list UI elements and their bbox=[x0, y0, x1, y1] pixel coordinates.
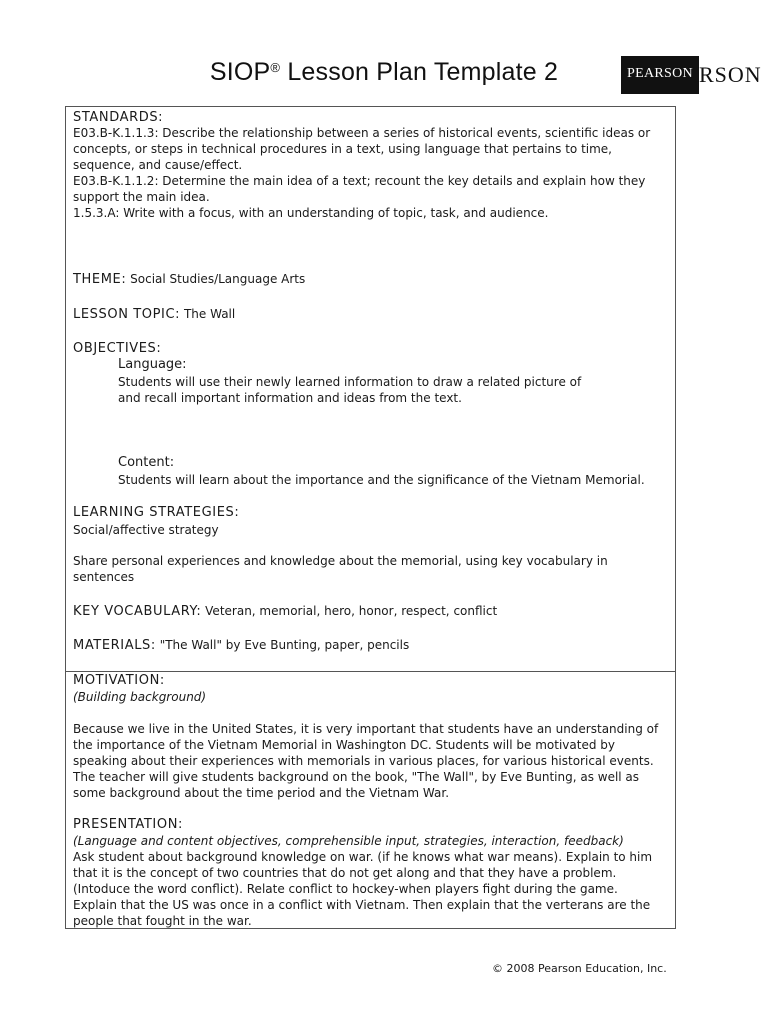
standards-line: support the main idea. bbox=[73, 190, 210, 204]
objectives-heading: OBJECTIVES: bbox=[73, 341, 162, 356]
materials-label: MATERIALS: bbox=[73, 638, 156, 653]
standards-line: sequence, and cause/effect. bbox=[73, 158, 243, 172]
learning-strategies-line: Share personal experiences and knowledge about the memorial, using key vocabulary in bbox=[73, 554, 608, 568]
standards-line: 1.5.3.A: Write with a focus, with an understanding of topic, task, and audience. bbox=[73, 206, 549, 220]
learning-strategies-line: sentences bbox=[73, 570, 135, 584]
standards-line: E03.B-K.1.1.3: Describe the relationship between a series of historical events, scientific ideas or bbox=[73, 126, 651, 140]
materials-row bbox=[73, 637, 409, 654]
language-objective-line: and recall important information and ideas from the text. bbox=[118, 391, 462, 405]
motivation-line: the importance of the Vietnam Memorial in Washington DC. Students will be motivated by bbox=[73, 738, 615, 752]
presentation-line: Explain that the US was once in a conflict with Vietnam. Then explain that the verterans are the bbox=[73, 898, 651, 912]
presentation-heading: PRESENTATION: bbox=[73, 817, 184, 832]
presentation-line: people that fought in the war. bbox=[73, 914, 252, 928]
presentation-subheading: (Language and content objectives, comprehensible input, strategies, interaction, feedback) bbox=[73, 834, 624, 848]
content-objective-line: Students will learn about the importance and the significance of the Vietnam Memorial. bbox=[118, 473, 645, 487]
key-vocabulary-value: Veteran, memorial, hero, honor, respect, conflict bbox=[201, 604, 498, 618]
presentation-line: that it is the concept of two countries that do not get along and that they have a problem. bbox=[73, 866, 617, 880]
motivation-subheading: (Building background) bbox=[73, 690, 207, 704]
logo-ghost-text: RSON bbox=[699, 60, 768, 90]
lesson-topic-label: LESSON TOPIC: bbox=[73, 307, 181, 322]
language-objective-line: Students will use their newly learned information to draw a related picture of bbox=[118, 375, 582, 389]
key-vocabulary-label: KEY VOCABULARY: bbox=[73, 604, 202, 619]
logo-box bbox=[621, 56, 699, 94]
motivation-heading: MOTIVATION: bbox=[73, 673, 165, 688]
content-label: Content: bbox=[118, 455, 175, 470]
lesson-plan-section-top bbox=[65, 106, 676, 672]
motivation-line: speaking about their experiences with memorials in various places, for various historical events. bbox=[73, 754, 654, 768]
lesson-plan-section-bottom bbox=[65, 671, 676, 929]
title-main: SIOP bbox=[209, 58, 271, 86]
presentation-line: Ask student about background knowledge on war. (if he knows what war means). Explain to him bbox=[73, 850, 653, 864]
motivation-line: The teacher will give students background on the book, "The Wall", by Eve Bunting, as well as bbox=[73, 770, 640, 784]
theme-label: THEME: bbox=[73, 272, 127, 287]
motivation-line: some background about the time period and the Vietnam War. bbox=[73, 786, 450, 800]
standards-line: concepts, or steps in technical procedures in a text, using language that pertains to time, bbox=[73, 142, 612, 156]
motivation-line: Because we live in the United States, it is very important that students have an understanding of bbox=[73, 722, 659, 736]
logo-text: PEARSON bbox=[627, 66, 693, 81]
theme-value: Social Studies/Language Arts bbox=[126, 272, 306, 286]
learning-strategies-line: Social/affective strategy bbox=[73, 523, 219, 537]
lesson-topic-value: The Wall bbox=[180, 307, 236, 321]
presentation-line: (Intoduce the word conflict). Relate conflict to hockey-when players fight during the game. bbox=[73, 882, 618, 896]
title-rest: Lesson Plan Template 2 bbox=[280, 58, 559, 86]
theme-row bbox=[73, 271, 305, 288]
copyright-footer: © 2008 Pearson Education, Inc. bbox=[492, 962, 667, 975]
standards-heading: STANDARDS: bbox=[73, 110, 164, 125]
standards-line: E03.B-K.1.1.2: Determine the main idea of a text; recount the key details and explain how they bbox=[73, 174, 646, 188]
pearson-logo bbox=[621, 56, 768, 94]
language-label: Language: bbox=[118, 357, 187, 372]
lesson-topic-row bbox=[73, 306, 235, 323]
registered-mark: ® bbox=[270, 60, 281, 75]
key-vocabulary-row bbox=[73, 603, 497, 620]
learning-strategies-heading: LEARNING STRATEGIES: bbox=[73, 505, 240, 520]
materials-value: "The Wall" by Eve Bunting, paper, pencils bbox=[155, 638, 410, 652]
